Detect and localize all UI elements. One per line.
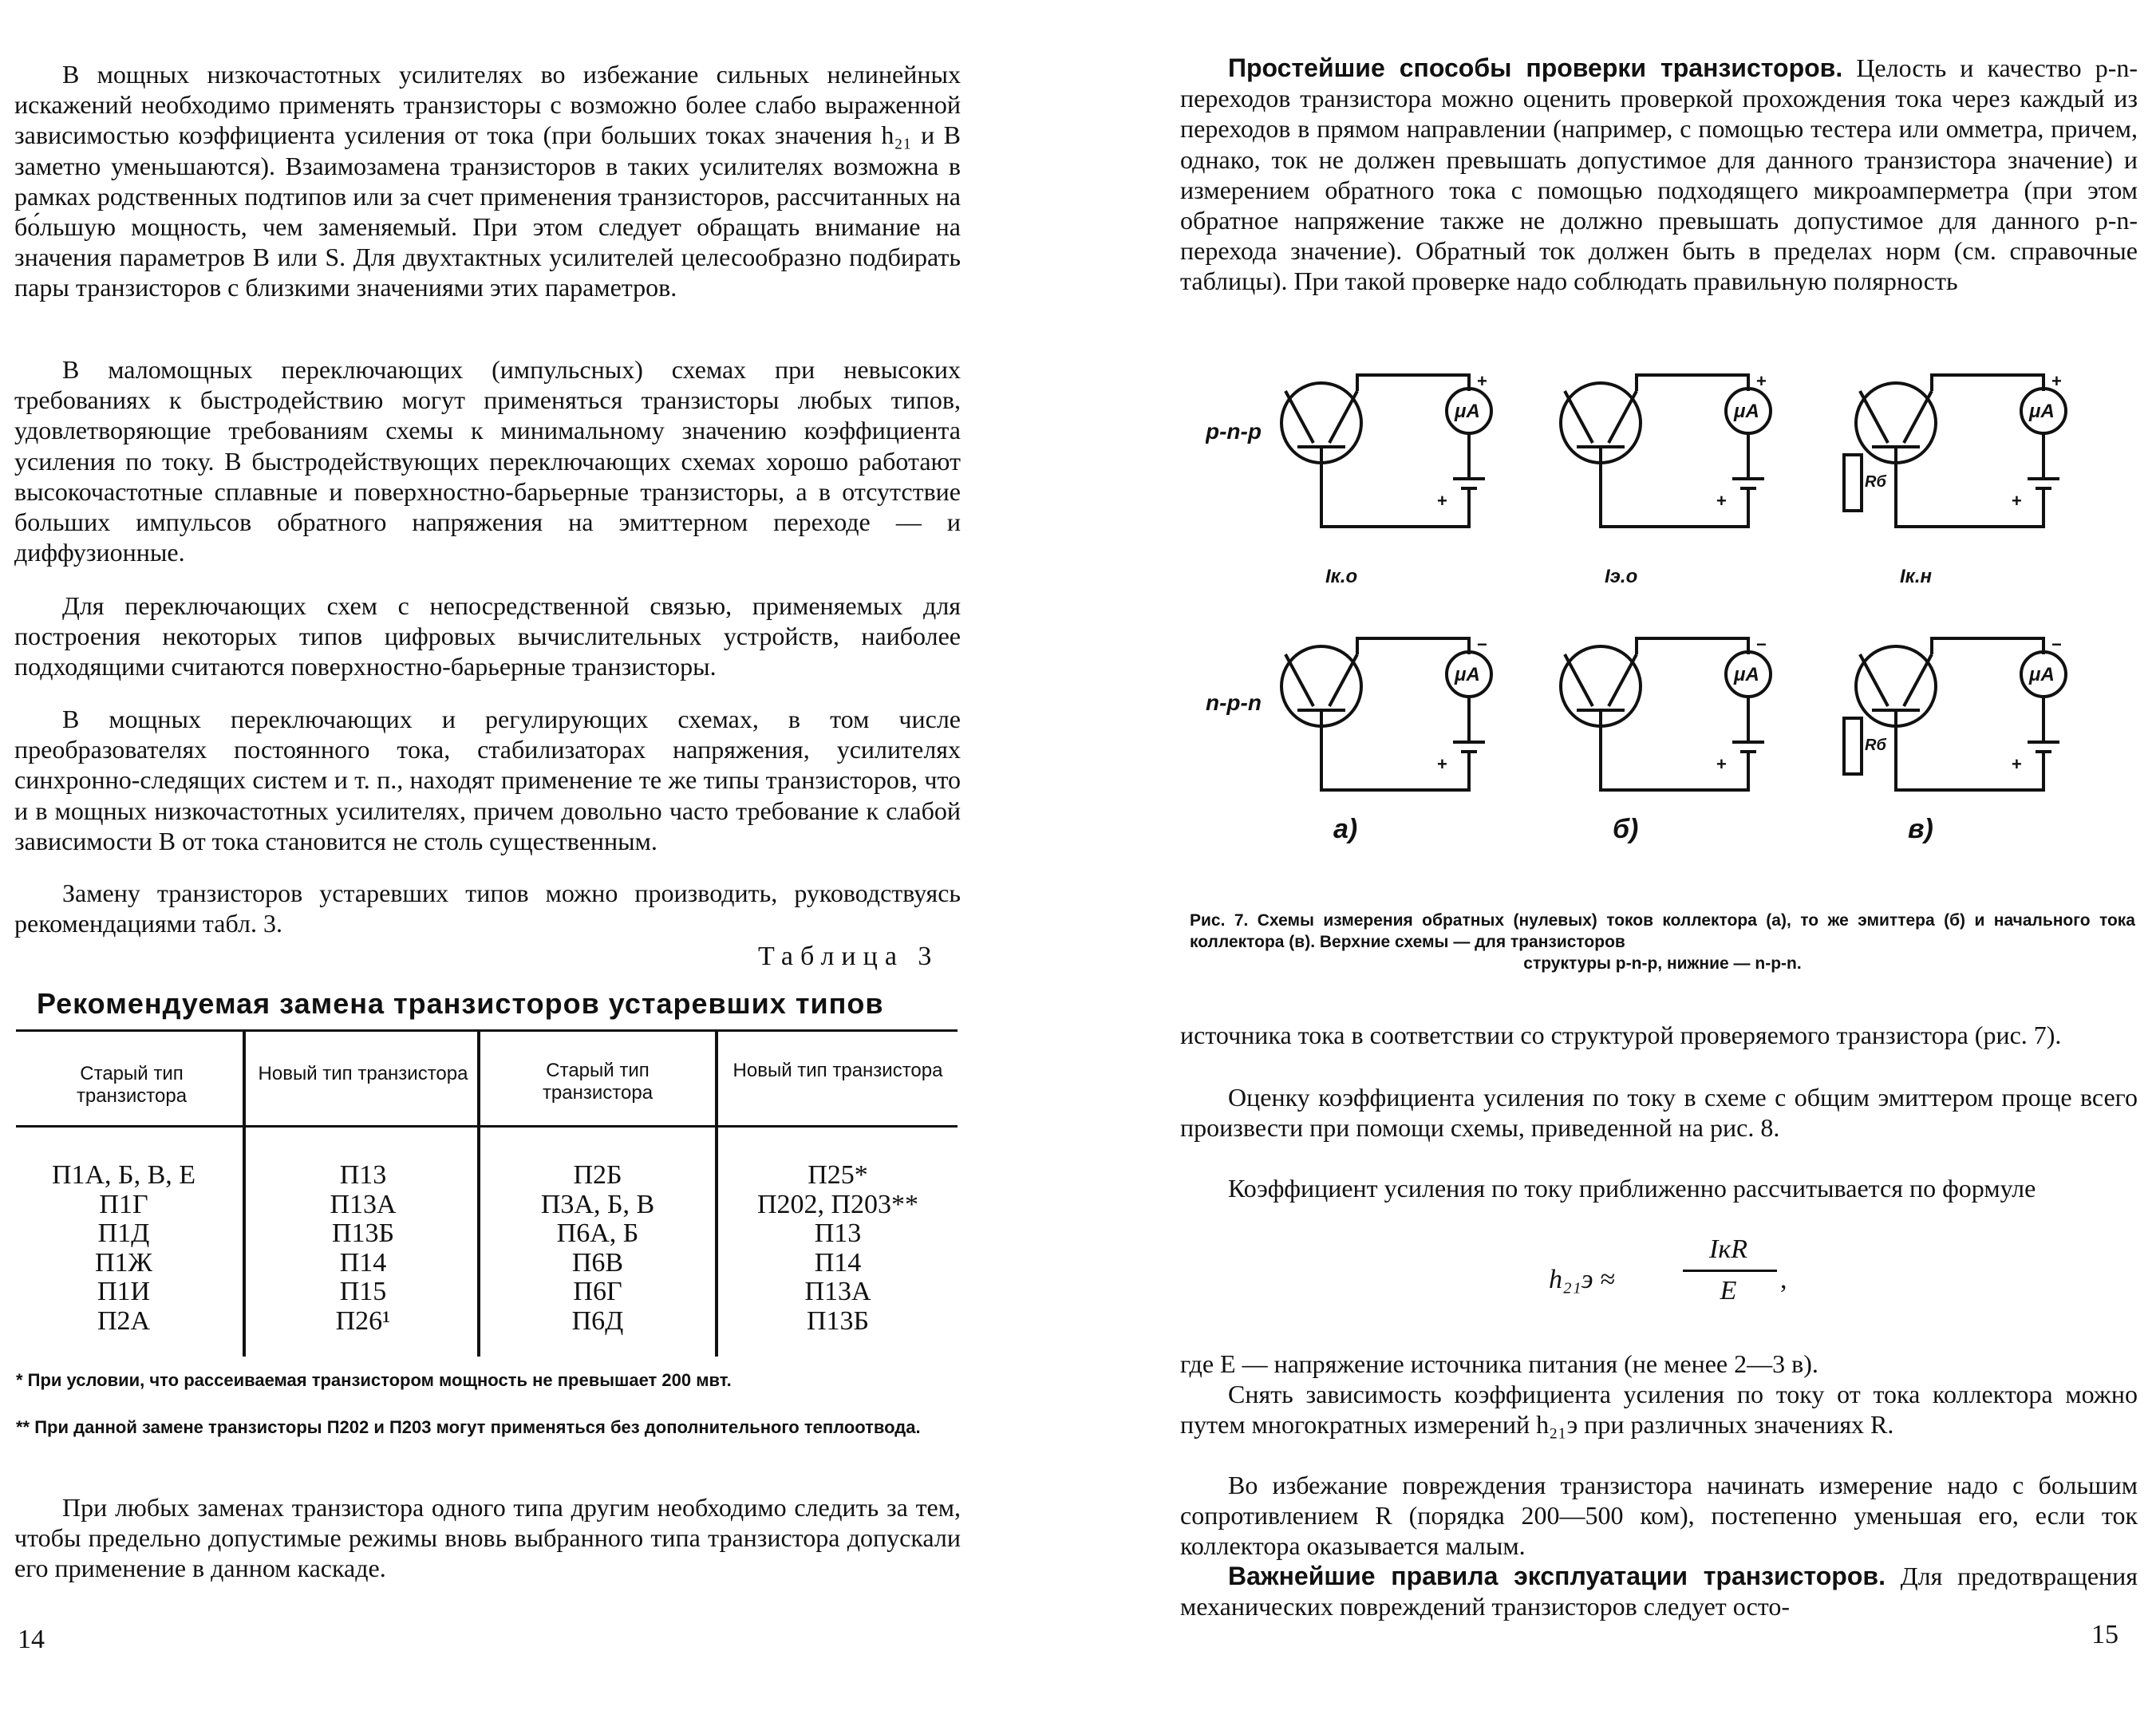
table-cell: П14 (339, 1247, 387, 1278)
current-label: Iк.о (1325, 566, 1358, 587)
emitter-lead (1860, 654, 1888, 706)
table-cell: П2Б (573, 1160, 622, 1190)
resistor-label: Rб (1865, 473, 1886, 491)
table-header-rule (16, 1125, 958, 1128)
meter-label: μA (1455, 401, 1480, 422)
paragraph-formula-intro: Коэффициент усиления по току приближенно рассчитывается по формуле (1228, 1174, 2036, 1203)
collector-lead (1904, 654, 1932, 706)
replacement-table (16, 1029, 958, 1357)
intro-heading: Простейшие способы проверки транзисторов. (1228, 53, 1843, 82)
column-label: а) (1333, 814, 1358, 844)
battery-polarity-mark: + (1437, 754, 1447, 774)
table-cell: П1Г (99, 1189, 148, 1219)
base-resistor (1844, 718, 1862, 774)
base-resistor (1844, 455, 1862, 511)
gain-formula (1549, 1233, 1868, 1329)
meter-label: μA (1734, 401, 1759, 422)
wire-top (1357, 638, 1469, 654)
table-cell: П13 (814, 1218, 862, 1248)
closing-paragraph: При любых заменах транзистора одного типа другим необходимо следить за тем, чтобы предельно допустимые режимы вновь выбранного типа транзистора допускали его применение в данном каскаде. (14, 1493, 961, 1583)
battery-polarity-mark: + (1716, 754, 1727, 774)
collector-lead (1609, 391, 1637, 443)
table-cell: П1Ж (94, 1247, 153, 1278)
polarity-mark: − (1477, 634, 1487, 654)
formula-fraction-bar (1683, 1270, 1777, 1272)
formula-lhs: h₂₁э ≈ (1549, 1265, 1615, 1294)
paragraph-gain: Оценку коэффициента усиления по току в схеме с общим эмиттером проще всего произвести при помощи схемы, приведенной на рис. 8. (1180, 1083, 2138, 1143)
row-label-npn: n-p-n (1206, 690, 1262, 715)
meter-label: μA (2029, 401, 2055, 422)
battery-polarity-mark: + (1437, 491, 1447, 511)
figure-7-circuits (1206, 343, 2147, 902)
table-col-new-1 (255, 1161, 471, 1336)
table-col-new-2 (718, 1161, 958, 1336)
polarity-mark: + (2051, 371, 2062, 391)
table-cell: П1И (97, 1277, 151, 1306)
table-cell: П6Г (573, 1277, 622, 1306)
collector-lead (1329, 654, 1357, 706)
emitter-lead (1285, 654, 1313, 706)
current-label: Iэ.о (1605, 566, 1638, 587)
emitter-lead (1285, 391, 1313, 443)
row-label-pnp: p-n-p (1206, 419, 1262, 444)
collector-lead (1609, 654, 1637, 706)
table-cell: П13Б (806, 1305, 870, 1336)
polarity-mark: − (1756, 634, 1767, 654)
battery-polarity-mark: + (1716, 491, 1727, 511)
right-page (1078, 0, 2156, 1722)
table-title: Рекомендуемая замена транзисторов устаревших типов (37, 987, 884, 1020)
footnote-1: * При условии, что рассеиваемая транзистором мощность не превышает 200 мвт. (16, 1370, 732, 1390)
table-cell: П13 (339, 1160, 387, 1190)
collector-lead (1904, 391, 1932, 443)
paragraph-dependence: Снять зависимость коэффициента усиления по току от тока коллектора можно путем многократных измерений h₂₁э при различных значениях R. (1180, 1380, 2138, 1440)
table-header-old-2: Старый тип транзистора (542, 1060, 654, 1104)
polarity-mark: − (2051, 634, 2062, 654)
battery-polarity-mark: + (2012, 491, 2022, 511)
column-label: б) (1613, 814, 1639, 844)
table-cell: П15 (339, 1277, 387, 1306)
table-cell: П2А (97, 1305, 151, 1336)
emitter-lead (1565, 391, 1593, 443)
paragraph-rules: Важнейшие правила эксплуатации транзисторов. Для предотвращения механических повреждений транзисторов следует осто- (1180, 1562, 2138, 1621)
table-col-divider (243, 1029, 246, 1357)
rules-heading: Важнейшие правила эксплуатации транзисторов. (1228, 1562, 1886, 1590)
table-header-new-2: Новый тип транзистора (732, 1060, 943, 1081)
emitter-lead (1860, 391, 1888, 443)
collector-lead (1329, 391, 1357, 443)
polarity-mark: + (1756, 371, 1767, 391)
paragraph-3: Для переключающих схем с непосредственной связью, применяемых для построения некоторых типов цифровых вычислительных устройств, наиболее подходящими считаются поверхностно-барьерные транзисторы. (14, 591, 961, 681)
paragraph-5: Замену транзисторов устаревших типов можно производить, руководствуясь рекомендациями табл. 3. (14, 879, 961, 938)
table-cell: П1А, Б, В, Е (51, 1160, 196, 1190)
table-col-old-2 (490, 1161, 705, 1336)
paragraph-2: В маломощных переключающих (импульсных) схемах при невысоких требованиях к быстродействию могут применяться транзисторы любых типов, удовлетворяющие требованиям схемы к минимальному значению коэффициента усиления по току. В быстродействующих переключающих схемах хорошо работают высокочастотные сплавные и поверхностно-барьерные транзисторы, а в отсутствие больших импульсов обратного напряжения на эмиттерном переходе — и диффузионные. (14, 355, 961, 567)
paragraph-1: В мощных низкочастотных усилителях во избежание сильных нелинейных искажений необходимо применять транзисторы с возможно более слабо выраженной зависимостью коэффициента усиления от тока (при больших токах значения h₂₁ и B заметно уменьшаются). Взаимозамена транзисторов в таких усилителях возможна в рамках родственных подтипов или за счет применения транзисторов, рассчитанных на бо́льшую мощность, чем заменяемый. При этом следует обращать внимание на значения параметров B или S. Для двухтактных усилителей целесообразно подбирать пары транзисторов с близкими значениями этих параметров. (14, 60, 961, 302)
table-label: Таблица 3 (758, 942, 939, 971)
polarity-mark: + (1477, 371, 1487, 391)
wire-top (1932, 375, 2043, 391)
meter-label: μA (1455, 664, 1480, 685)
formula-tail: , (1780, 1265, 1787, 1294)
intro-paragraph: Простейшие способы проверки транзисторов. Целость и качество p-n-переходов транзистора можно оценить проверкой прохождения тока через каждый из переходов в прямом направлении (например, с помощью тестера или омметра, причем, однако, ток не должен превышать допустимое для данного транзистора значение) и измерением обратного тока с помощью подходящего микроамперметра (при этом обратное напряжение также не должно превышать допустимое для данного p-n-перехода значение). Обратный ток должен быть в пределах норм (см. справочные таблицы). При такой проверке надо соблюдать правильную полярность (1180, 53, 2138, 296)
figure-caption: Рис. 7. Схемы измерения обратных (нулевых) токов коллектора (а), то же эмиттера (б) и начального тока коллектора (в). Верхние схемы — для транзисторов структуры p-n-p, нижние — n-p-n. (1190, 911, 2135, 973)
table-cell: П6А, Б (556, 1218, 639, 1248)
meter-label: μA (2029, 664, 2055, 685)
wire-top (1932, 638, 2043, 654)
formula-numerator: IкR (1709, 1234, 1747, 1264)
table-cell: П13Б (331, 1218, 395, 1248)
table-cell: П13А (330, 1189, 397, 1219)
meter-label: μA (1734, 664, 1759, 685)
resistor-label: Rб (1865, 737, 1886, 754)
table-cell: П6В (571, 1247, 624, 1278)
wire-top (1637, 638, 1748, 654)
table-cell: П202, П203** (756, 1189, 919, 1219)
column-label: в) (1908, 814, 1933, 844)
wire-top (1357, 375, 1469, 391)
table-top-rule (16, 1029, 958, 1032)
table-cell: П26¹ (335, 1305, 391, 1336)
paragraph-where-e: где E — напряжение источника питания (не менее 2—3 в). (1180, 1349, 1818, 1378)
table-cell: П25* (808, 1160, 868, 1190)
table-header-old-1: Старый тип транзистора (76, 1063, 188, 1107)
formula-denominator: E (1720, 1276, 1737, 1305)
paragraph-4: В мощных переключающих и регулирующих схемах, в том числе преобразователях постоянного тока, стабилизаторах напряжения, усилителях синхронно-следящих систем и т. п., находят применение те же типы транзисторов, что и в мощных низкочастотных усилителях, причем довольно часто требование к слабой зависимости B от тока становится не столь существенным. (14, 705, 961, 855)
table-cell: П14 (814, 1247, 862, 1278)
table-header-new-1: Новый тип транзистора (258, 1063, 468, 1084)
battery-polarity-mark: + (2012, 754, 2022, 774)
table-cell: П13А (804, 1277, 871, 1306)
footnote-2: ** При данной замене транзисторы П202 и П203 могут применяться без дополнительного теплоотвода. (16, 1417, 921, 1437)
wire-top (1637, 375, 1748, 391)
current-label: Iк.н (1900, 566, 1932, 587)
emitter-lead (1565, 654, 1593, 706)
page-number-left: 14 (18, 1625, 45, 1654)
table-col-old-1 (16, 1161, 231, 1336)
paragraph-after-figure: источника тока в соответствии со структурой проверяемого транзистора (рис. 7). (1180, 1021, 2062, 1049)
table-col-divider (477, 1029, 480, 1357)
table-cell: П1Д (97, 1218, 150, 1248)
table-cell: П6Д (571, 1305, 624, 1336)
table-cell: П3А, Б, В (540, 1189, 655, 1219)
paragraph-avoid-damage: Во избежание повреждения транзистора начинать измерение надо с большим сопротивлением R (порядка 200—500 ком), постепенно уменьшая его, если ток коллектора оказывается малым. (1180, 1471, 2138, 1561)
page-number-right: 15 (2091, 1620, 2118, 1649)
